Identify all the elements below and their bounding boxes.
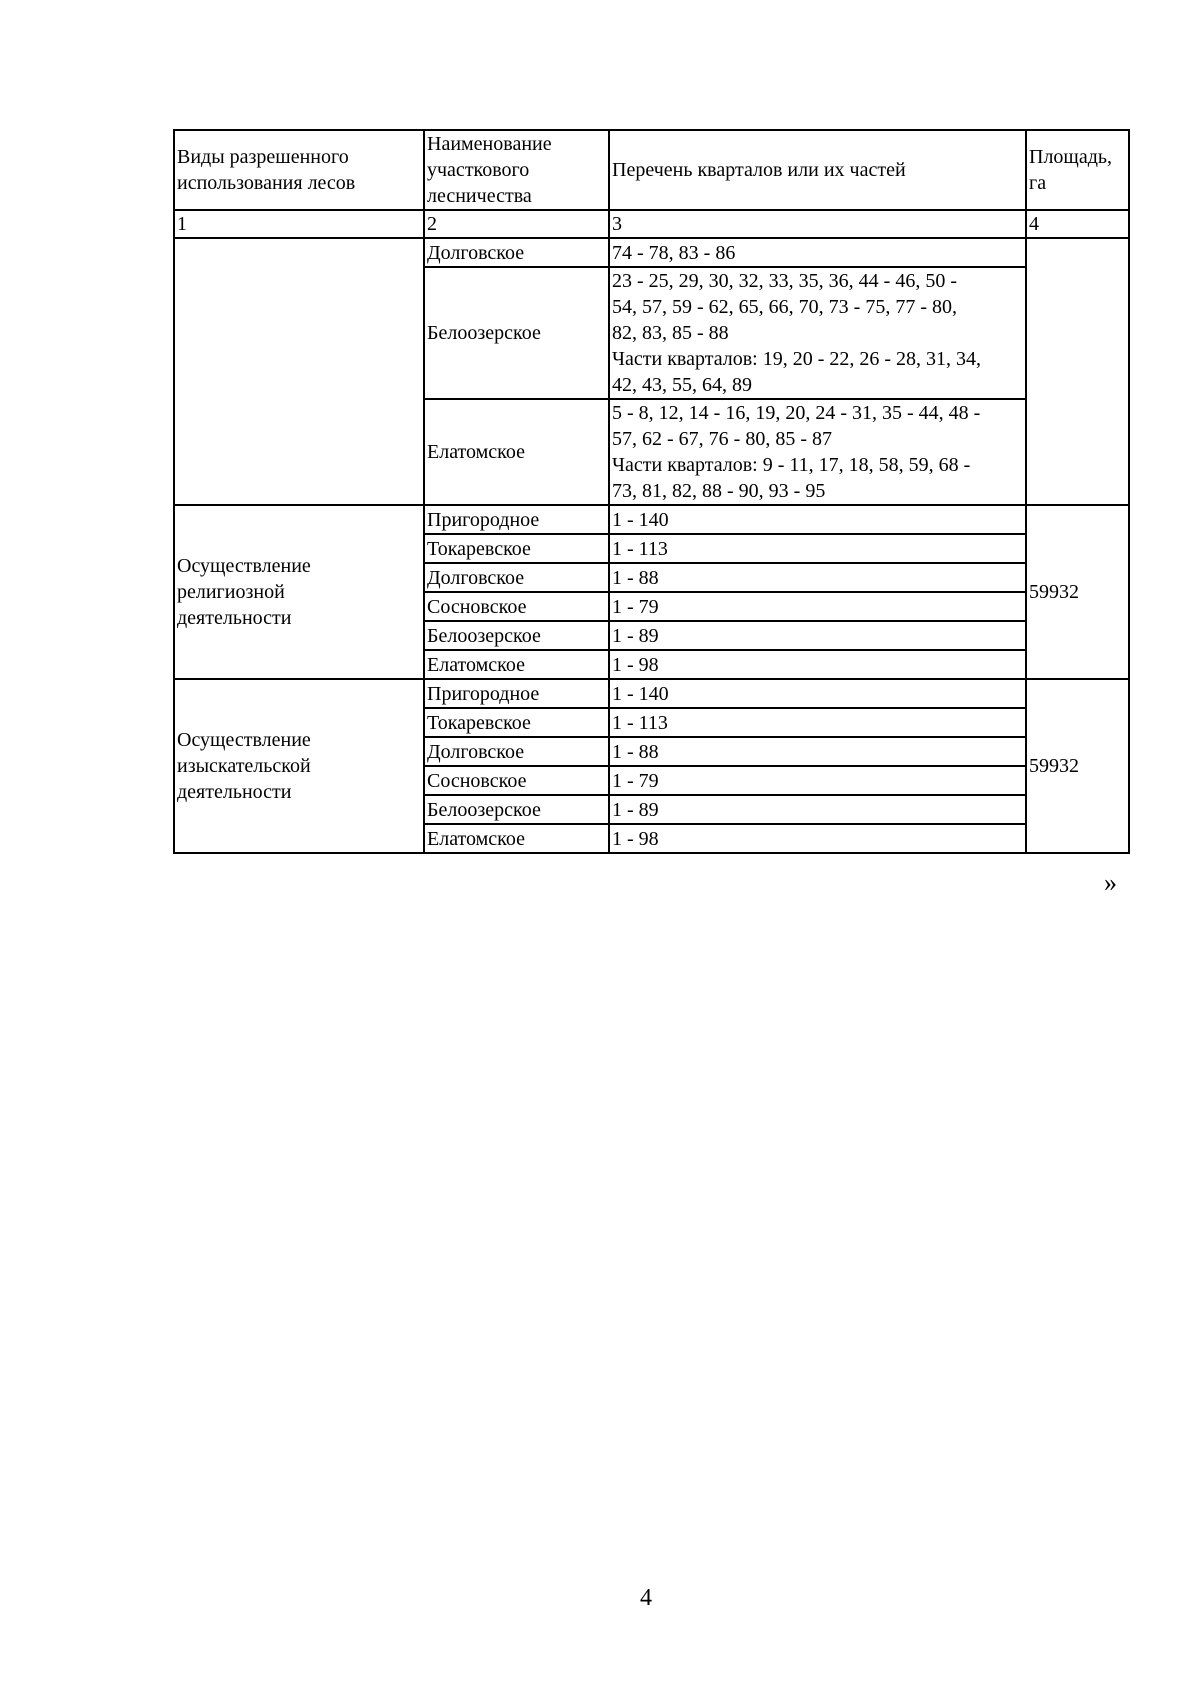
forestry-name: Долговское — [424, 737, 609, 766]
area-cell-empty — [1026, 238, 1129, 505]
forestry-name: Елатомское — [424, 650, 609, 679]
quarters-line: Части кварталов: 19, 20 - 22, 26 - 28, 31, 34, — [612, 348, 982, 370]
quarters-range: 1 - 89 — [609, 795, 1026, 824]
column-number-row — [174, 210, 1129, 238]
column-number: 1 — [174, 210, 424, 238]
quarters-range: 1 - 140 — [609, 505, 1026, 534]
forestry-name: Долговское — [424, 563, 609, 592]
quarters-line: 82, 83, 85 - 88 — [612, 322, 729, 344]
use-type-line: изыскательской — [177, 755, 311, 777]
quarters-line: 73, 81, 82, 88 - 90, 93 - 95 — [612, 480, 826, 502]
area-value: 59932 — [1026, 505, 1129, 679]
quarters-cell — [609, 267, 1026, 399]
use-type-cell — [174, 505, 424, 679]
use-type-cell-empty — [174, 238, 424, 505]
quarters-range: 1 - 79 — [609, 592, 1026, 621]
quarters-range: 1 - 113 — [609, 534, 1026, 563]
quarters-range: 1 - 98 — [609, 650, 1026, 679]
column-number: 3 — [609, 210, 1026, 238]
table-row — [174, 505, 1129, 534]
forest-use-table — [173, 129, 1130, 854]
quarters-line: 54, 57, 59 - 62, 65, 66, 70, 73 - 75, 77 - 80, — [612, 296, 957, 318]
quarters-range: 1 - 140 — [609, 679, 1026, 708]
quarters-cell — [609, 399, 1026, 505]
quarters-range: 1 - 88 — [609, 563, 1026, 592]
table-row — [174, 238, 1129, 267]
header-quarters-list: Перечень кварталов или их частей — [609, 130, 1026, 210]
quarters-line: Части кварталов: 9 - 11, 17, 18, 58, 59, 68 - — [612, 454, 971, 476]
quarters-line: 23 - 25, 29, 30, 32, 33, 35, 36, 44 - 46, 50 - — [612, 270, 957, 292]
forestry-name: Токаревское — [424, 534, 609, 563]
forestry-name: Пригородное — [424, 679, 609, 708]
quarters-line: 5 - 8, 12, 14 - 16, 19, 20, 24 - 31, 35 - 44, 48 - — [612, 402, 981, 424]
forestry-name: Белоозерское — [424, 621, 609, 650]
page-number: 4 — [640, 1585, 652, 1611]
forestry-name: Пригородное — [424, 505, 609, 534]
use-type-line: религиозной — [177, 581, 285, 603]
table-row — [174, 679, 1129, 708]
use-type-line: деятельности — [177, 607, 292, 629]
quarters-range: 1 - 89 — [609, 621, 1026, 650]
forestry-name: Елатомское — [424, 399, 609, 505]
forestry-name: Белоозерское — [424, 795, 609, 824]
quarters-range: 1 - 98 — [609, 824, 1026, 853]
column-number: 4 — [1026, 210, 1129, 238]
quarters-range: 1 - 113 — [609, 708, 1026, 737]
forestry-name: Токаревское — [424, 708, 609, 737]
quarters-cell — [609, 238, 1026, 267]
header-row — [174, 130, 1129, 210]
closing-quote-mark: » — [1104, 868, 1117, 897]
area-value: 59932 — [1026, 679, 1129, 853]
use-type-line: деятельности — [177, 781, 292, 803]
forestry-name: Белоозерское — [424, 267, 609, 399]
header-forestry-name: Наименование участкового лесничества — [424, 130, 609, 210]
forestry-name: Елатомское — [424, 824, 609, 853]
header-area: Площадь, га — [1026, 130, 1129, 210]
forestry-name: Сосновское — [424, 592, 609, 621]
column-number: 2 — [424, 210, 609, 238]
quarters-range: 1 - 88 — [609, 737, 1026, 766]
quarters-range: 1 - 79 — [609, 766, 1026, 795]
quarters-line: 42, 43, 55, 64, 89 — [612, 374, 752, 396]
use-type-cell — [174, 679, 424, 853]
forestry-name: Долговское — [424, 238, 609, 267]
use-type-line: Осуществление — [177, 729, 311, 751]
quarters-line: 74 - 78, 83 - 86 — [612, 241, 736, 264]
use-type-line: Осуществление — [177, 555, 311, 577]
quarters-line: 57, 62 - 67, 76 - 80, 85 - 87 — [612, 428, 832, 450]
header-use-types: Виды разрешенного использования лесов — [174, 130, 424, 210]
forestry-name: Сосновское — [424, 766, 609, 795]
